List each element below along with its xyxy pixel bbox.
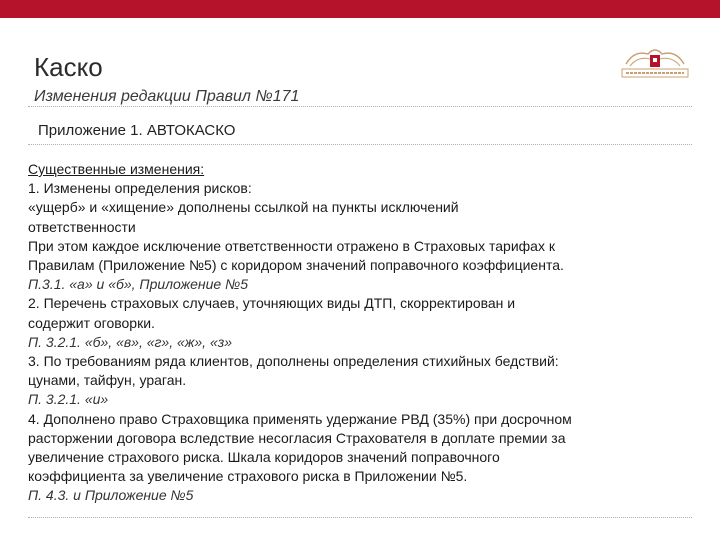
page-subtitle: Изменения редакции Правил №171 [34, 88, 300, 105]
content-body [28, 160, 696, 506]
body-line: 2. Перечень страховых случаев, уточняющих виды ДТП, скорректирован и [28, 295, 516, 312]
body-line: ответственности [28, 218, 136, 235]
reference-line: П.3.1. «а» и «б», Приложение №5 [28, 276, 249, 293]
divider [28, 517, 692, 518]
body-line: При этом каждое исключение ответственности отражено в Страховых тарифах к [28, 237, 555, 254]
reference-line: П. 4.3. и Приложение №5 [28, 487, 194, 504]
body-line: цунами, тайфун, ураган. [28, 372, 187, 389]
body-line: увеличение страхового риска. Шкала коридоров значений поправочного [28, 449, 500, 466]
section-title: Приложение 1. АВТОКАСКО [38, 122, 236, 139]
body-line: коэффициента за увеличение страхового риска в Приложении №5. [28, 468, 468, 485]
body-line: 3. По требованиям ряда клиентов, дополнены определения стихийных бедствий: [28, 353, 559, 370]
body-line: 1. Изменены определения рисков: [28, 180, 252, 197]
top-accent-bar [0, 0, 720, 18]
divider [28, 144, 692, 145]
reference-line: П. 3.2.1. «и» [28, 391, 109, 408]
body-line: «ущерб» и «хищение» дополнены ссылкой на пункты исключений [28, 199, 459, 216]
page-title: Каско [34, 52, 103, 82]
body-line: Правилам (Приложение №5) с коридором значений поправочного коэффициента. [28, 257, 564, 274]
content-heading: Существенные изменения: [28, 161, 205, 177]
divider [28, 106, 692, 107]
body-line: расторжении договора вследствие несогласия Страхователя в доплате премии за [28, 429, 566, 446]
reference-line: П. 3.2.1. «б», «в», «г», «ж», «з» [28, 333, 233, 350]
body-line: 4. Дополнено право Страховщика применять удержание РВД (35%) при досрочном [28, 410, 572, 427]
rosgosstrakh-logo-icon [612, 42, 698, 82]
body-line: содержит оговорки. [28, 314, 155, 331]
